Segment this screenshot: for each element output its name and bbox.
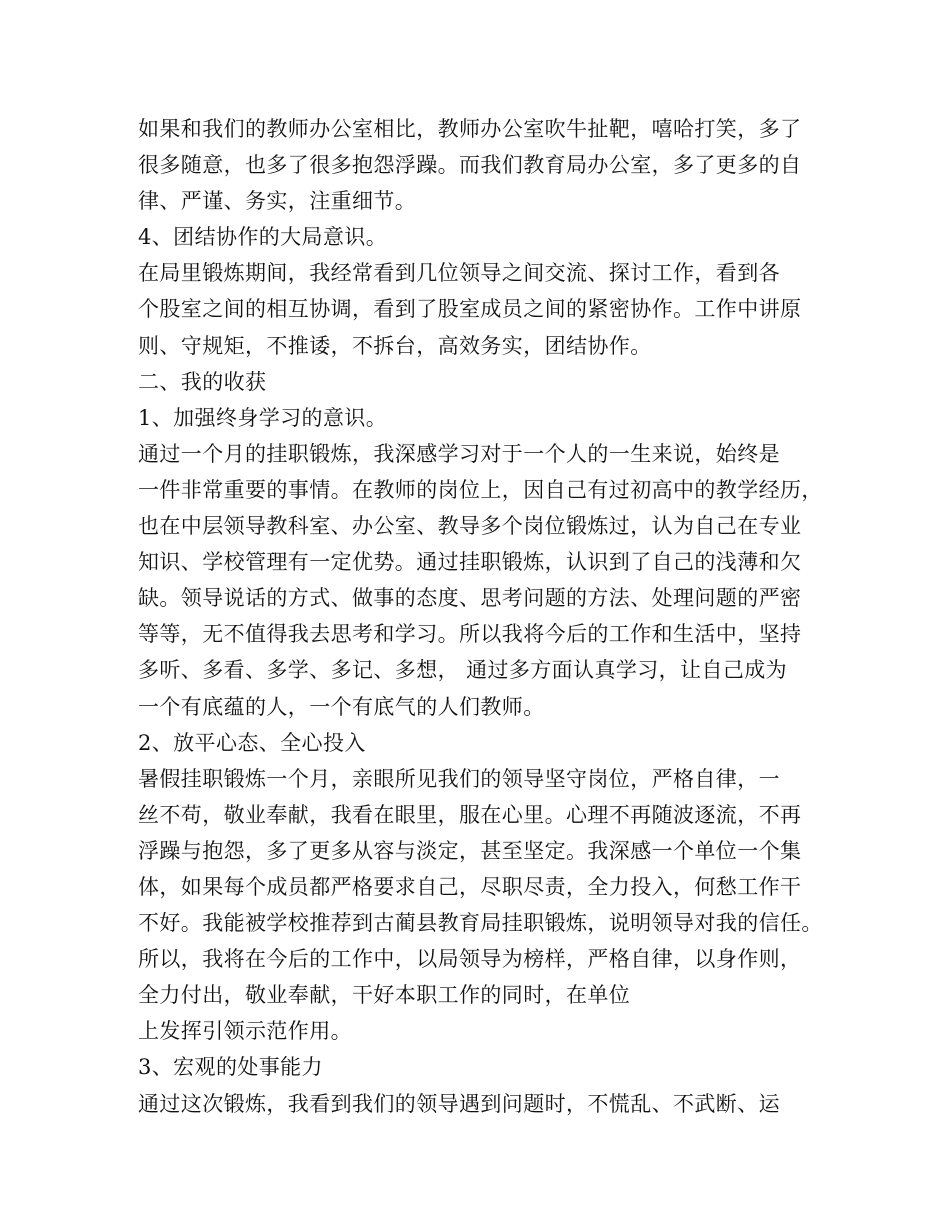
section-heading: 2、放平心态、全心投入 (138, 730, 366, 755)
text-line: 缺。领导说话的方式、做事的态度、思考问题的方法、处理问题的严密 (138, 586, 802, 611)
text-line: 等等，无不值得我去思考和学习。所以我将今后的工作和生活中，坚持 (138, 622, 802, 647)
text-line: 通过这次锻炼，我看到我们的领导遇到问题时，不慌乱、不武断、运 (138, 1091, 780, 1116)
text-line: 所以，我将在今后的工作中，以局领导为榜样，严格自律，以身作则， (138, 947, 802, 972)
text-line: 律、严谨、务实，注重细节。 (138, 189, 417, 214)
text-line: 丝不苟，敬业奉献，我看在眼里，服在心里。心理不再随波逐流，不再 (138, 802, 802, 827)
section-heading: 二、我的收获 (138, 369, 267, 394)
text-line: 全力付出，敬业奉献，干好本职工作的同时，在单位 (138, 983, 631, 1008)
text-line: 通过一个月的挂职锻炼，我深感学习对于一个人的一生来说，始终是 (138, 441, 780, 466)
text-line: 很多随意，也多了很多抱怨浮躁。而我们教育局办公室，多了更多的自 (138, 153, 802, 178)
text-line: 浮躁与抱怨，多了更多从容与淡定，甚至坚定。我深感一个单位一个集 (138, 838, 802, 863)
text-line: 个股室之间的相互协调，看到了股室成员之间的紧密协作。工作中讲原 (138, 297, 802, 322)
text-line: 在局里锻炼期间，我经常看到几位领导之间交流、探讨工作，看到各 (138, 261, 780, 286)
section-heading: 1、加强终身学习的意识。 (138, 405, 388, 430)
text-line: 则、守规矩，不推诿，不拆台，高效务实，团结协作。 (138, 333, 652, 358)
text-line: 暑假挂职锻炼一个月，亲眼所见我们的领导坚守岗位，严格自律，一 (138, 766, 780, 791)
text-line: 不好。我能被学校推荐到古蔺县教育局挂职锻炼，说明领导对我的信任。 (138, 911, 823, 936)
text-line: 也在中层领导教科室、办公室、教导多个岗位锻炼过，认为自己在专业 (138, 514, 802, 539)
section-heading: 3、宏观的处事能力 (138, 1055, 323, 1080)
text-line: 多听、多看、多学、多记、多想， 通过多方面认真学习，让自己成为 (138, 658, 788, 683)
document-body (138, 111, 838, 1122)
text-line: 知识、学校管理有一定优势。通过挂职锻炼，认识到了自己的浅薄和欠 (138, 550, 802, 575)
text-line: 一个有底蕴的人，一个有底气的人们教师。 (138, 694, 545, 719)
text-line: 体，如果每个成员都严格要求自己，尽职尽责，全力投入，何愁工作干 (138, 874, 802, 899)
text-line: 一件非常重要的事情。在教师的岗位上，因自己有过初高中的教学经历， (138, 477, 823, 502)
text-line: 如果和我们的教师办公室相比，教师办公室吹牛扯靶，嘻哈打笑，多了 (138, 117, 802, 141)
text-line: 上发挥引领示范作用。 (138, 1019, 352, 1044)
section-heading: 4、团结协作的大局意识。 (138, 225, 388, 250)
